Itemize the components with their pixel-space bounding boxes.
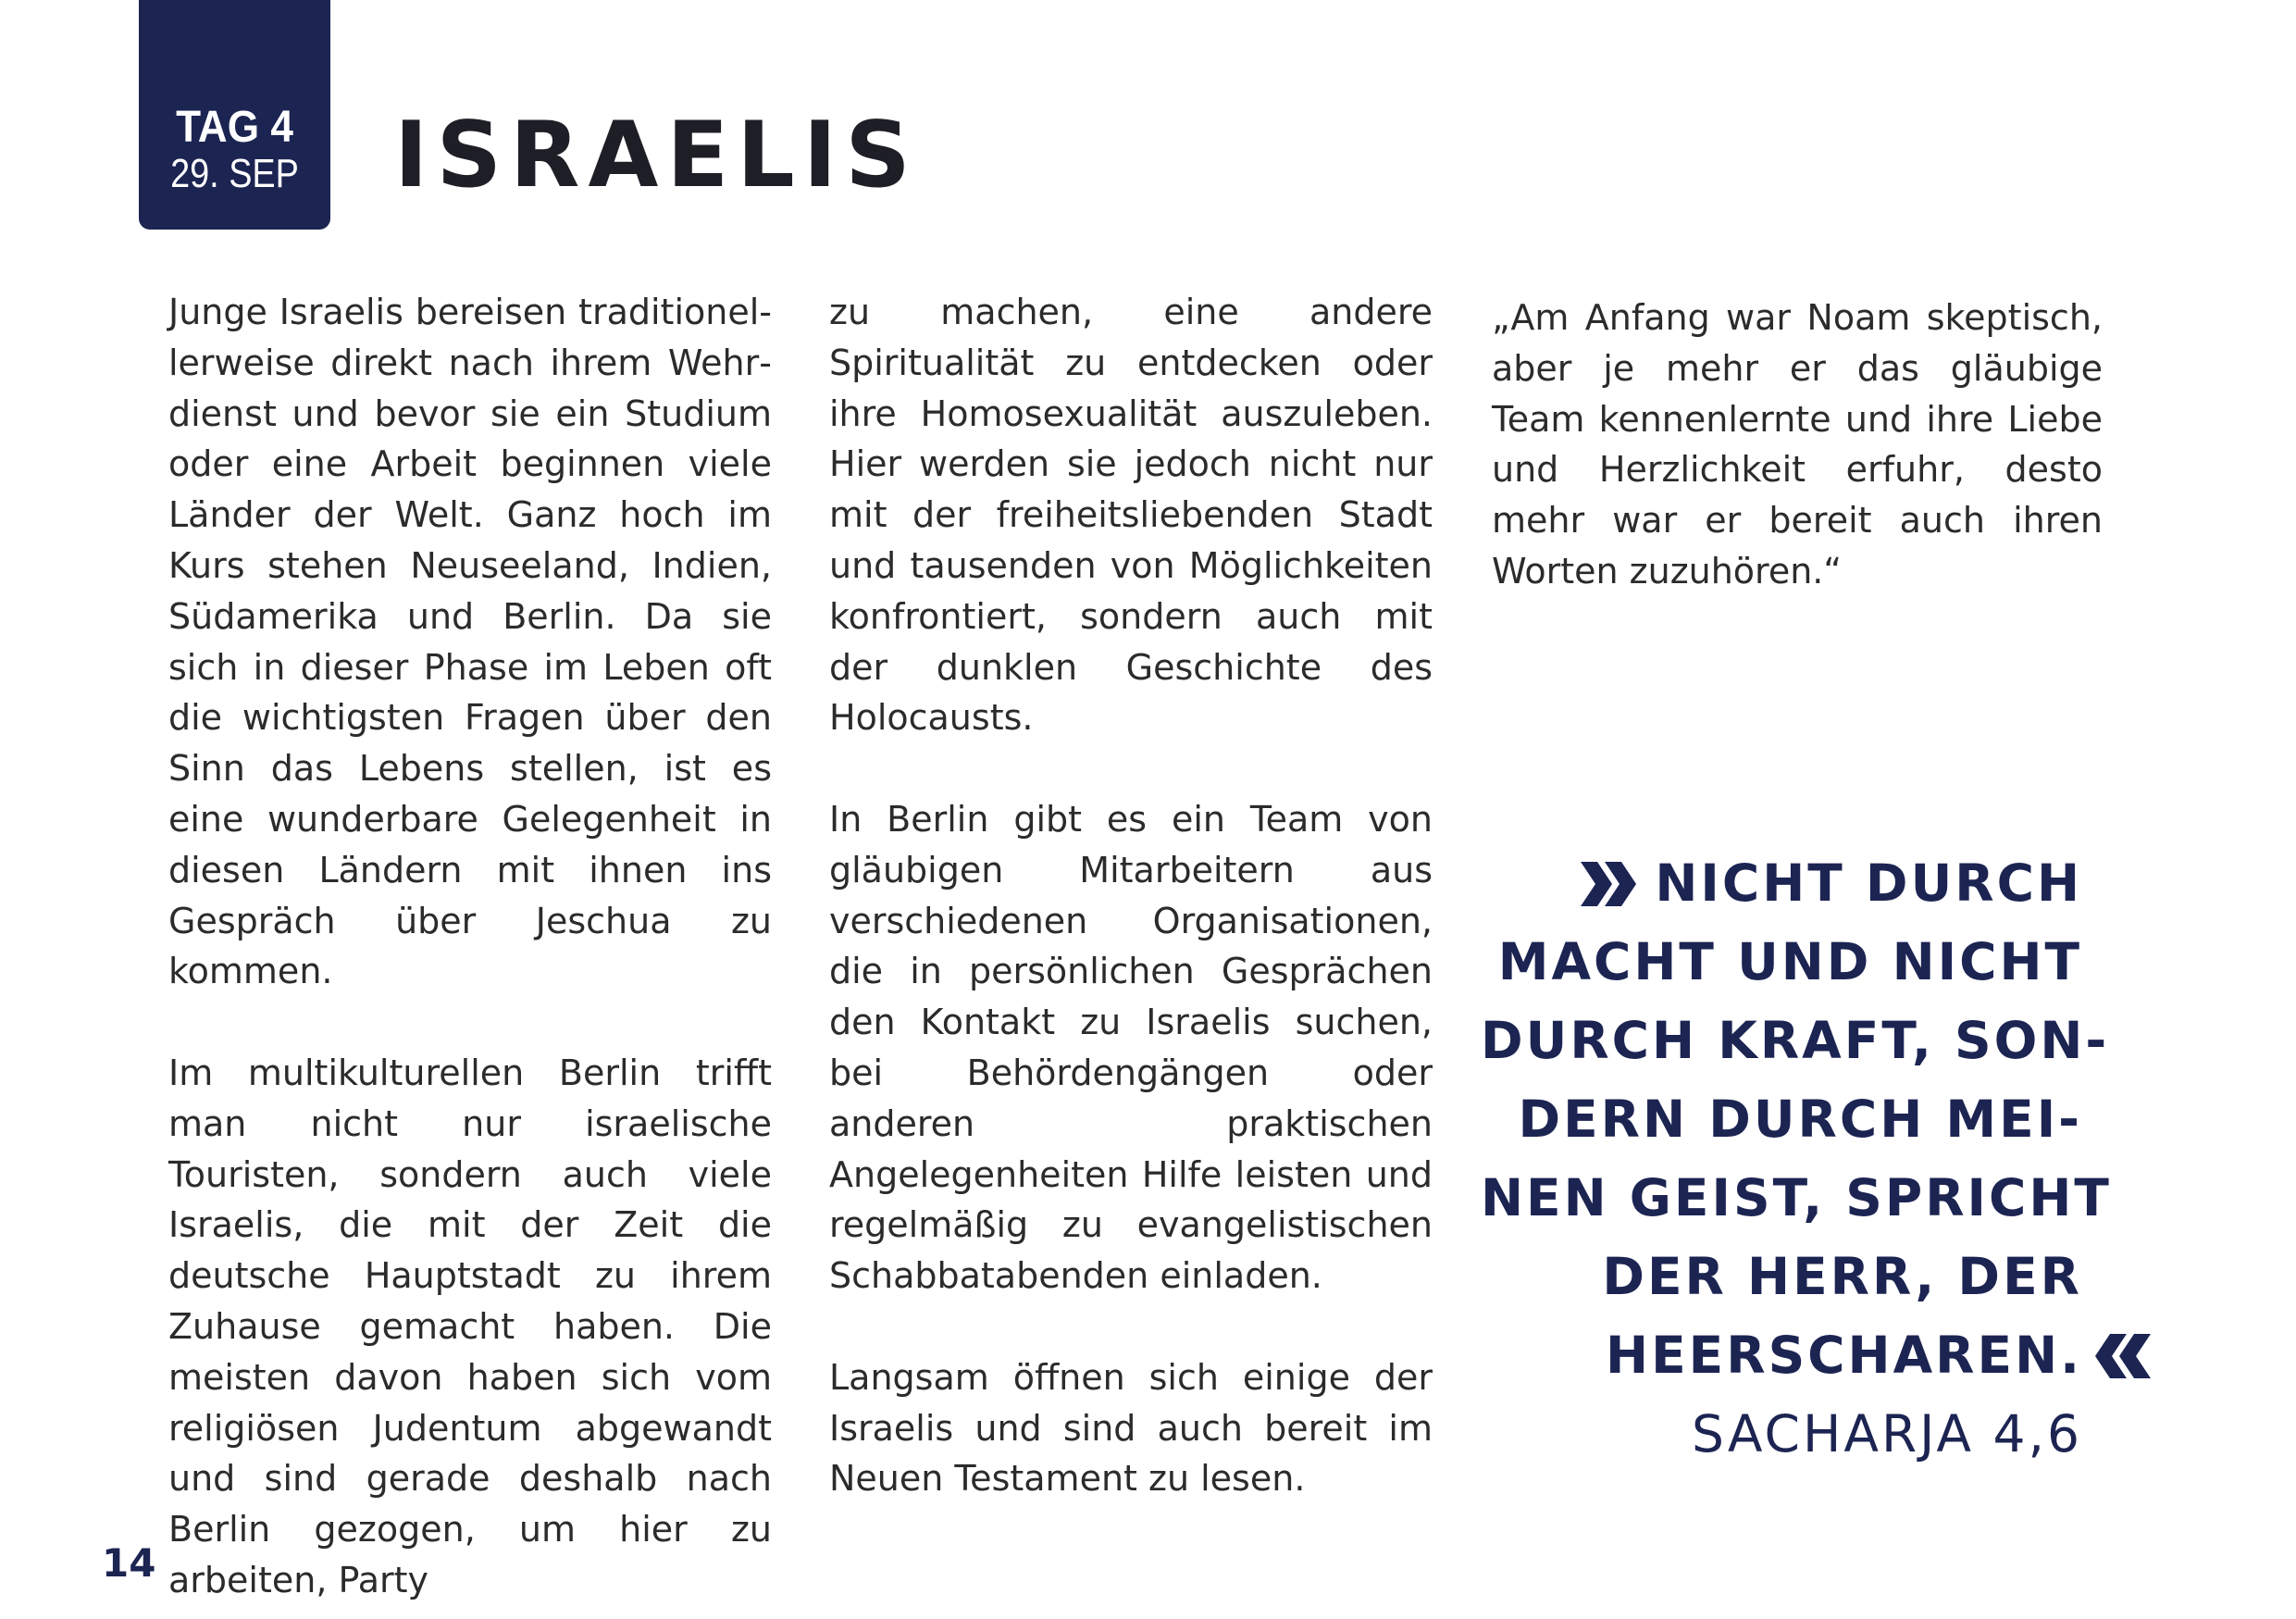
verse-reference: SACHARJA 4,6 <box>1691 1404 2082 1463</box>
quote-line-5: NEN GEIST, SPRICHT <box>1481 1168 2112 1227</box>
day-tab <box>139 0 330 230</box>
quote-line-1 <box>1481 844 2082 923</box>
quote-line-3: DURCH KRAFT, SON- <box>1481 1011 2110 1070</box>
text-column-2 <box>829 287 1433 1504</box>
paragraph: Junge Israelis bereisen traditionellerweise direkt nach ihrem Wehrdienst und bevor sie ein Studium oder eine Arbeit beginnen viele Länder der Welt. Ganz hoch im Kurs stehen Neuseeland, Indien, Südamerika und Berlin. Da sie sich in dieser Phase im Leben oft die wichtigsten Fragen über den Sinn das Lebens stellen, ist es eine wunderbare Gelegenheit in diesen Ländern mit ihnen ins Gespräch über Jeschua zu kommen. <box>168 292 772 992</box>
day-label: TAG 4 <box>176 103 293 152</box>
page-title: ISRAELIS <box>394 103 919 208</box>
paragraph: In Berlin gibt es ein Team von gläubigen Mitarbeitern aus verschiedenen Organisationen, die in persönlichen Gesprächen den Kontakt zu Israelis suchen, bei Behördengängen oder anderen praktischen Angelegenheiten Hilfe leisten und regelmäßig zu evangelistischen Schabbatabenden einladen. <box>829 798 1433 1297</box>
text-column-3 <box>1492 293 2103 597</box>
page-number: 14 <box>102 1540 156 1586</box>
paragraph: Langsam öffnen sich einige der Israelis und sind auch bereit im Neuen Testament zu lesen. <box>829 1356 1433 1500</box>
double-chevron-right-icon <box>1581 862 1640 906</box>
double-chevron-left-icon <box>2095 1334 2154 1378</box>
bible-verse-quote <box>1481 844 2112 1474</box>
quote-text: HEERSCHAREN. <box>1606 1326 2082 1385</box>
quote-text: NICHT DURCH <box>1655 853 2082 913</box>
quote-line-4: DERN DURCH MEI- <box>1518 1090 2082 1149</box>
testimony-quote: „Am Anfang war Noam skeptisch, aber je mehr er das gläubige Team kennenlernte und ihre Liebe und Herzlichkeit erfuhr, desto mehr war er bereit auch ihren Worten zuzuhören.“ <box>1492 297 2103 592</box>
text-column-1 <box>168 287 772 1606</box>
quote-line-6: DER HERR, DER <box>1602 1247 2082 1306</box>
paragraph: zu machen, eine andere Spiritualität zu entdecken oder ihre Homosexualität auszuleben. Hier werden sie jedoch nicht nur mit der freiheitsliebenden Stadt und tausenden von Möglichkeiten konfrontiert, sondern auch mit der dunklen Geschichte des Holocausts. <box>829 292 1433 739</box>
quote-line-7 <box>1481 1316 2082 1395</box>
quote-line-2: MACHT UND NICHT <box>1497 932 2082 991</box>
day-date: 29. SEP <box>170 151 299 196</box>
paragraph: Im multikulturellen Berlin trifft man nicht nur israelische Touristen, sondern auch viele Israelis, die mit der Zeit die deutsche Hauptstadt zu ihrem Zuhause gemacht haben. Die meisten davon haben sich vom religiösen Judentum abgewandt und sind gerade deshalb nach Berlin gezogen, um hier zu arbeiten, Party <box>168 1052 772 1600</box>
